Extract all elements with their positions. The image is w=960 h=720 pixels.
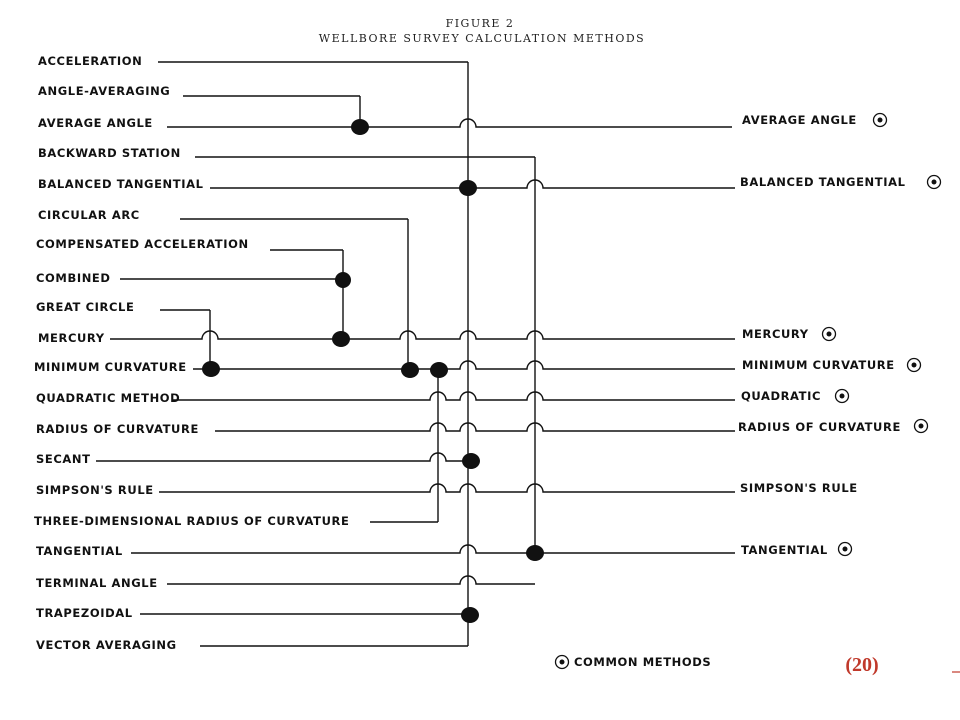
left-label-trapezoidal: TRAPEZOIDAL: [36, 606, 133, 620]
left-label-compensated-acceleration: COMPENSATED ACCELERATION: [36, 237, 249, 251]
common-method-marker-icon: [915, 420, 928, 433]
figure-number: FIGURE 2: [445, 17, 515, 30]
connector-line: [167, 576, 535, 584]
right-label-radius-of-curvature: RADIUS OF CURVATURE: [738, 420, 901, 434]
right-label-balanced-tangential: BALANCED TANGENTIAL: [740, 175, 906, 189]
left-label-three-dimensional-radius: THREE-DIMENSIONAL RADIUS OF CURVATURE: [34, 514, 350, 528]
legend-label: COMMON METHODS: [574, 655, 712, 669]
junction-dot: [430, 362, 448, 378]
left-label-radius-of-curvature: RADIUS OF CURVATURE: [36, 422, 199, 436]
connector-line: [159, 484, 735, 492]
left-label-great-circle: GREAT CIRCLE: [36, 300, 135, 314]
junction-dot: [335, 272, 351, 288]
junction-dot: [459, 180, 477, 196]
connector-line: [215, 423, 735, 431]
right-label-tangential: TANGENTIAL: [741, 543, 828, 557]
right-label-average-angle: AVERAGE ANGLE: [742, 113, 857, 127]
page-number: (20): [845, 654, 879, 676]
connector-wires: [96, 62, 735, 646]
common-method-marker-icon: [823, 328, 836, 341]
junction-dot: [351, 119, 369, 135]
junction-dots: [202, 119, 544, 623]
left-label-vector-averaging: VECTOR AVERAGING: [36, 638, 177, 652]
right-label-simpsons-rule: SIMPSON'S RULE: [740, 481, 858, 495]
left-label-minimum-curvature: MINIMUM CURVATURE: [34, 360, 187, 374]
left-label-mercury: MERCURY: [38, 331, 105, 345]
junction-dot: [332, 331, 350, 347]
connector-line: [193, 361, 735, 369]
right-label-mercury: MERCURY: [742, 327, 809, 341]
left-label-average-angle: AVERAGE ANGLE: [38, 116, 153, 130]
left-label-secant: SECANT: [36, 452, 91, 466]
legend: [556, 655, 712, 669]
left-label-quadratic-method: QUADRATIC METHOD: [36, 391, 181, 405]
connector-line: [96, 453, 468, 461]
left-label-simpsons-rule: SIMPSON'S RULE: [36, 483, 154, 497]
connector-line: [110, 331, 735, 339]
left-label-angle-averaging: ANGLE-AVERAGING: [38, 84, 171, 98]
figure-title: WELLBORE SURVEY CALCULATION METHODS: [318, 32, 646, 45]
left-label-terminal-angle: TERMINAL ANGLE: [36, 576, 158, 590]
junction-dot: [202, 361, 220, 377]
left-label-circular-arc: CIRCULAR ARC: [38, 208, 140, 222]
right-label-minimum-curvature: MINIMUM CURVATURE: [742, 358, 895, 372]
connector-line: [173, 392, 735, 400]
connector-line: [167, 119, 732, 127]
right-label-quadratic: QUADRATIC: [741, 389, 822, 403]
junction-dot: [526, 545, 544, 561]
left-method-labels: [34, 54, 349, 652]
left-label-acceleration: ACCELERATION: [38, 54, 143, 68]
junction-dot: [401, 362, 419, 378]
junction-dot: [462, 453, 480, 469]
common-method-marker-icon: [908, 359, 921, 372]
connector-line: [131, 545, 735, 553]
left-label-tangential: TANGENTIAL: [36, 544, 123, 558]
left-label-combined: COMBINED: [36, 271, 111, 285]
legend-common-marker-icon: [556, 656, 569, 669]
common-method-marker-icon: [839, 543, 852, 556]
common-method-marker-icon: [928, 176, 941, 189]
junction-dot: [461, 607, 479, 623]
left-label-balanced-tangential: BALANCED TANGENTIAL: [38, 177, 204, 191]
common-method-marker-icon: [874, 114, 887, 127]
common-method-marker-icon: [836, 390, 849, 403]
left-label-backward-station: BACKWARD STATION: [38, 146, 181, 160]
right-method-labels: [738, 113, 941, 557]
